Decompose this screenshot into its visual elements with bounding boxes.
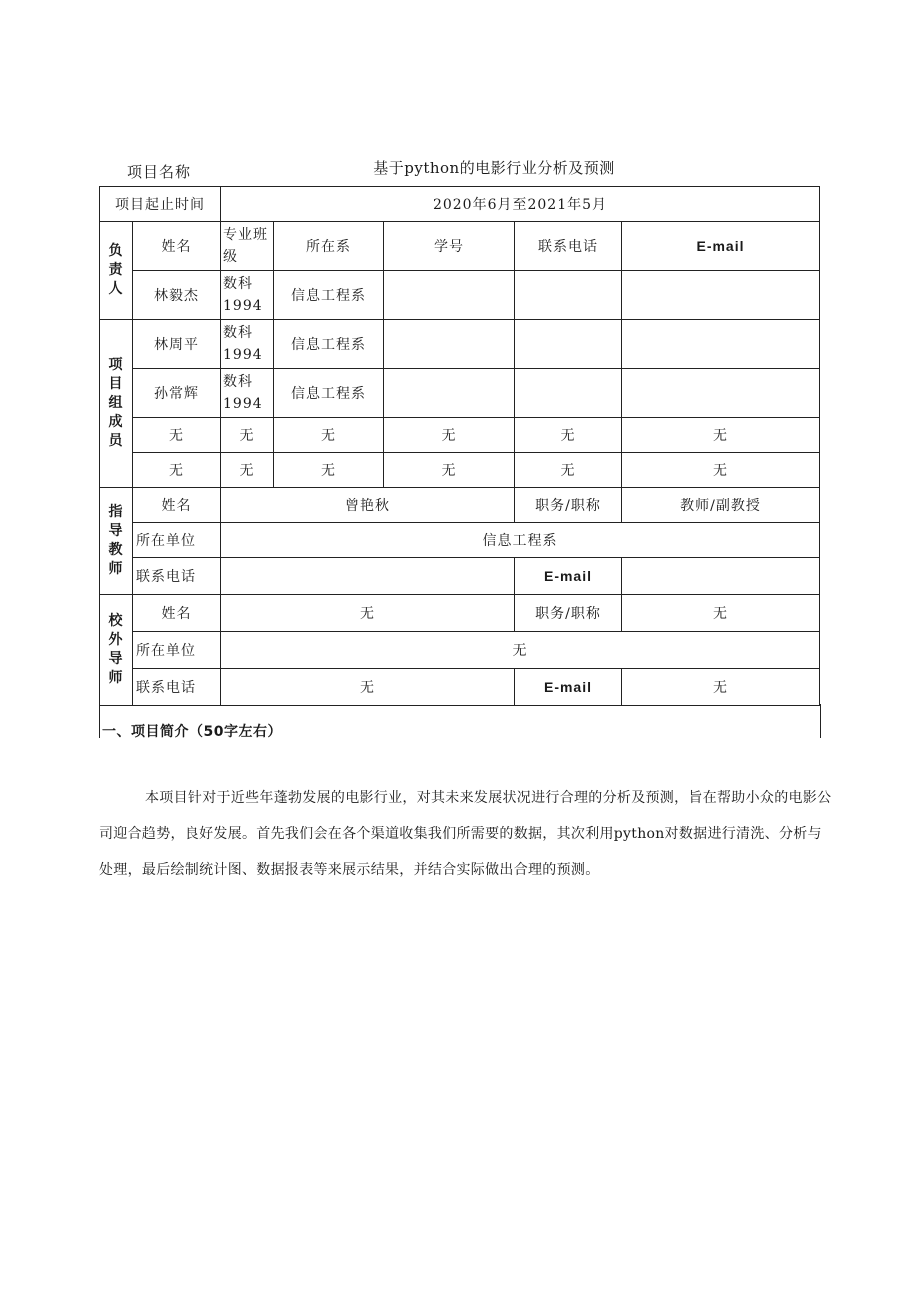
advisor-contact-row bbox=[100, 558, 820, 595]
member-dept: 无 bbox=[274, 418, 384, 453]
member-class: 数科1994 bbox=[221, 320, 274, 369]
advisor-email-value bbox=[622, 558, 820, 595]
member-email bbox=[622, 320, 820, 369]
header-dept: 所在系 bbox=[274, 222, 384, 271]
external-advisor-group-label: 校 外 导 师 bbox=[100, 595, 133, 706]
member-phone bbox=[515, 320, 622, 369]
member-class: 数科1994 bbox=[221, 369, 274, 418]
header-class: 专业班级 bbox=[221, 222, 274, 271]
leader-student-id bbox=[384, 271, 515, 320]
member-dept: 信息工程系 bbox=[274, 369, 384, 418]
leader-phone bbox=[515, 271, 622, 320]
external-advisor-phone-value: 无 bbox=[221, 669, 515, 706]
member-student-id: 无 bbox=[384, 453, 515, 488]
external-advisor-contact-row bbox=[100, 669, 820, 706]
advisor-unit-label: 所在单位 bbox=[133, 523, 221, 558]
advisor-name-label: 姓名 bbox=[133, 488, 221, 523]
external-advisor-name-label: 姓名 bbox=[133, 595, 221, 632]
member-name: 孙常辉 bbox=[133, 369, 221, 418]
intro-body: 本项目针对于近些年蓬勃发展的电影行业，对其未来发展状况进行合理的分析及预测，旨在帮助小众的电影公司迎合趋势，良好发展。首先我们会在各个渠道收集我们所需要的数据，其次利用python对数据进行清洗、分析与处理，最后绘制统计图、数据报表等来展示结果，并结合实际做出合理的预测。 bbox=[99, 790, 832, 878]
advisor-name-row bbox=[100, 488, 820, 523]
header-phone: 联系电话 bbox=[515, 222, 622, 271]
advisor-phone-value bbox=[221, 558, 515, 595]
advisor-group-label: 指 导 教 师 bbox=[100, 488, 133, 595]
member-class: 无 bbox=[221, 418, 274, 453]
external-advisor-email-label: E-mail bbox=[515, 669, 622, 706]
project-name-label: 项目名称 bbox=[127, 163, 192, 181]
member-phone: 无 bbox=[515, 418, 622, 453]
member-dept: 无 bbox=[274, 453, 384, 488]
period-row bbox=[100, 187, 820, 222]
header-name: 姓名 bbox=[133, 222, 221, 271]
external-advisor-name-row bbox=[100, 595, 820, 632]
external-advisor-email-value: 无 bbox=[622, 669, 820, 706]
project-name-row bbox=[99, 152, 819, 186]
leader-header-row bbox=[100, 222, 820, 271]
member-email: 无 bbox=[622, 453, 820, 488]
member-row bbox=[100, 369, 820, 418]
advisor-title-label: 职务/职称 bbox=[515, 488, 622, 523]
intro-heading: 一、项目简介（50字左右） bbox=[102, 724, 282, 740]
leader-email bbox=[622, 271, 820, 320]
advisor-unit-row bbox=[100, 523, 820, 558]
period-label: 项目起止时间 bbox=[100, 187, 221, 222]
members-group-label: 项 目 组 成 员 bbox=[100, 320, 133, 488]
header-email: E-mail bbox=[622, 222, 820, 271]
external-advisor-unit-row bbox=[100, 632, 820, 669]
advisor-unit-value: 信息工程系 bbox=[221, 523, 820, 558]
member-row bbox=[100, 320, 820, 369]
leader-name: 林毅杰 bbox=[133, 271, 221, 320]
member-phone bbox=[515, 369, 622, 418]
member-dept: 信息工程系 bbox=[274, 320, 384, 369]
member-row bbox=[100, 453, 820, 488]
intro-section-box bbox=[99, 704, 821, 738]
advisor-email-label: E-mail bbox=[515, 558, 622, 595]
external-advisor-name-value: 无 bbox=[221, 595, 515, 632]
member-phone: 无 bbox=[515, 453, 622, 488]
leader-row bbox=[100, 271, 820, 320]
period-value: 2020年6月至2021年5月 bbox=[221, 187, 820, 222]
member-student-id bbox=[384, 320, 515, 369]
member-student-id bbox=[384, 369, 515, 418]
advisor-name-value: 曾艳秋 bbox=[221, 488, 515, 523]
project-name-value: 基于python的电影行业分析及预测 bbox=[373, 159, 615, 177]
advisor-phone-label: 联系电话 bbox=[133, 558, 221, 595]
leader-dept: 信息工程系 bbox=[274, 271, 384, 320]
external-advisor-unit-label: 所在单位 bbox=[133, 632, 221, 669]
header-student-id: 学号 bbox=[384, 222, 515, 271]
member-email bbox=[622, 369, 820, 418]
external-advisor-phone-label: 联系电话 bbox=[133, 669, 221, 706]
member-name: 无 bbox=[133, 418, 221, 453]
member-row bbox=[100, 418, 820, 453]
leader-class: 数科1994 bbox=[221, 271, 274, 320]
member-student-id: 无 bbox=[384, 418, 515, 453]
advisor-title-value: 教师/副教授 bbox=[622, 488, 820, 523]
external-advisor-unit-value: 无 bbox=[221, 632, 820, 669]
external-advisor-title-value: 无 bbox=[622, 595, 820, 632]
leader-group-label: 负 责 人 bbox=[100, 222, 133, 320]
member-name: 林周平 bbox=[133, 320, 221, 369]
external-advisor-title-label: 职务/职称 bbox=[515, 595, 622, 632]
member-email: 无 bbox=[622, 418, 820, 453]
member-class: 无 bbox=[221, 453, 274, 488]
member-name: 无 bbox=[133, 453, 221, 488]
project-info-table bbox=[99, 186, 820, 706]
